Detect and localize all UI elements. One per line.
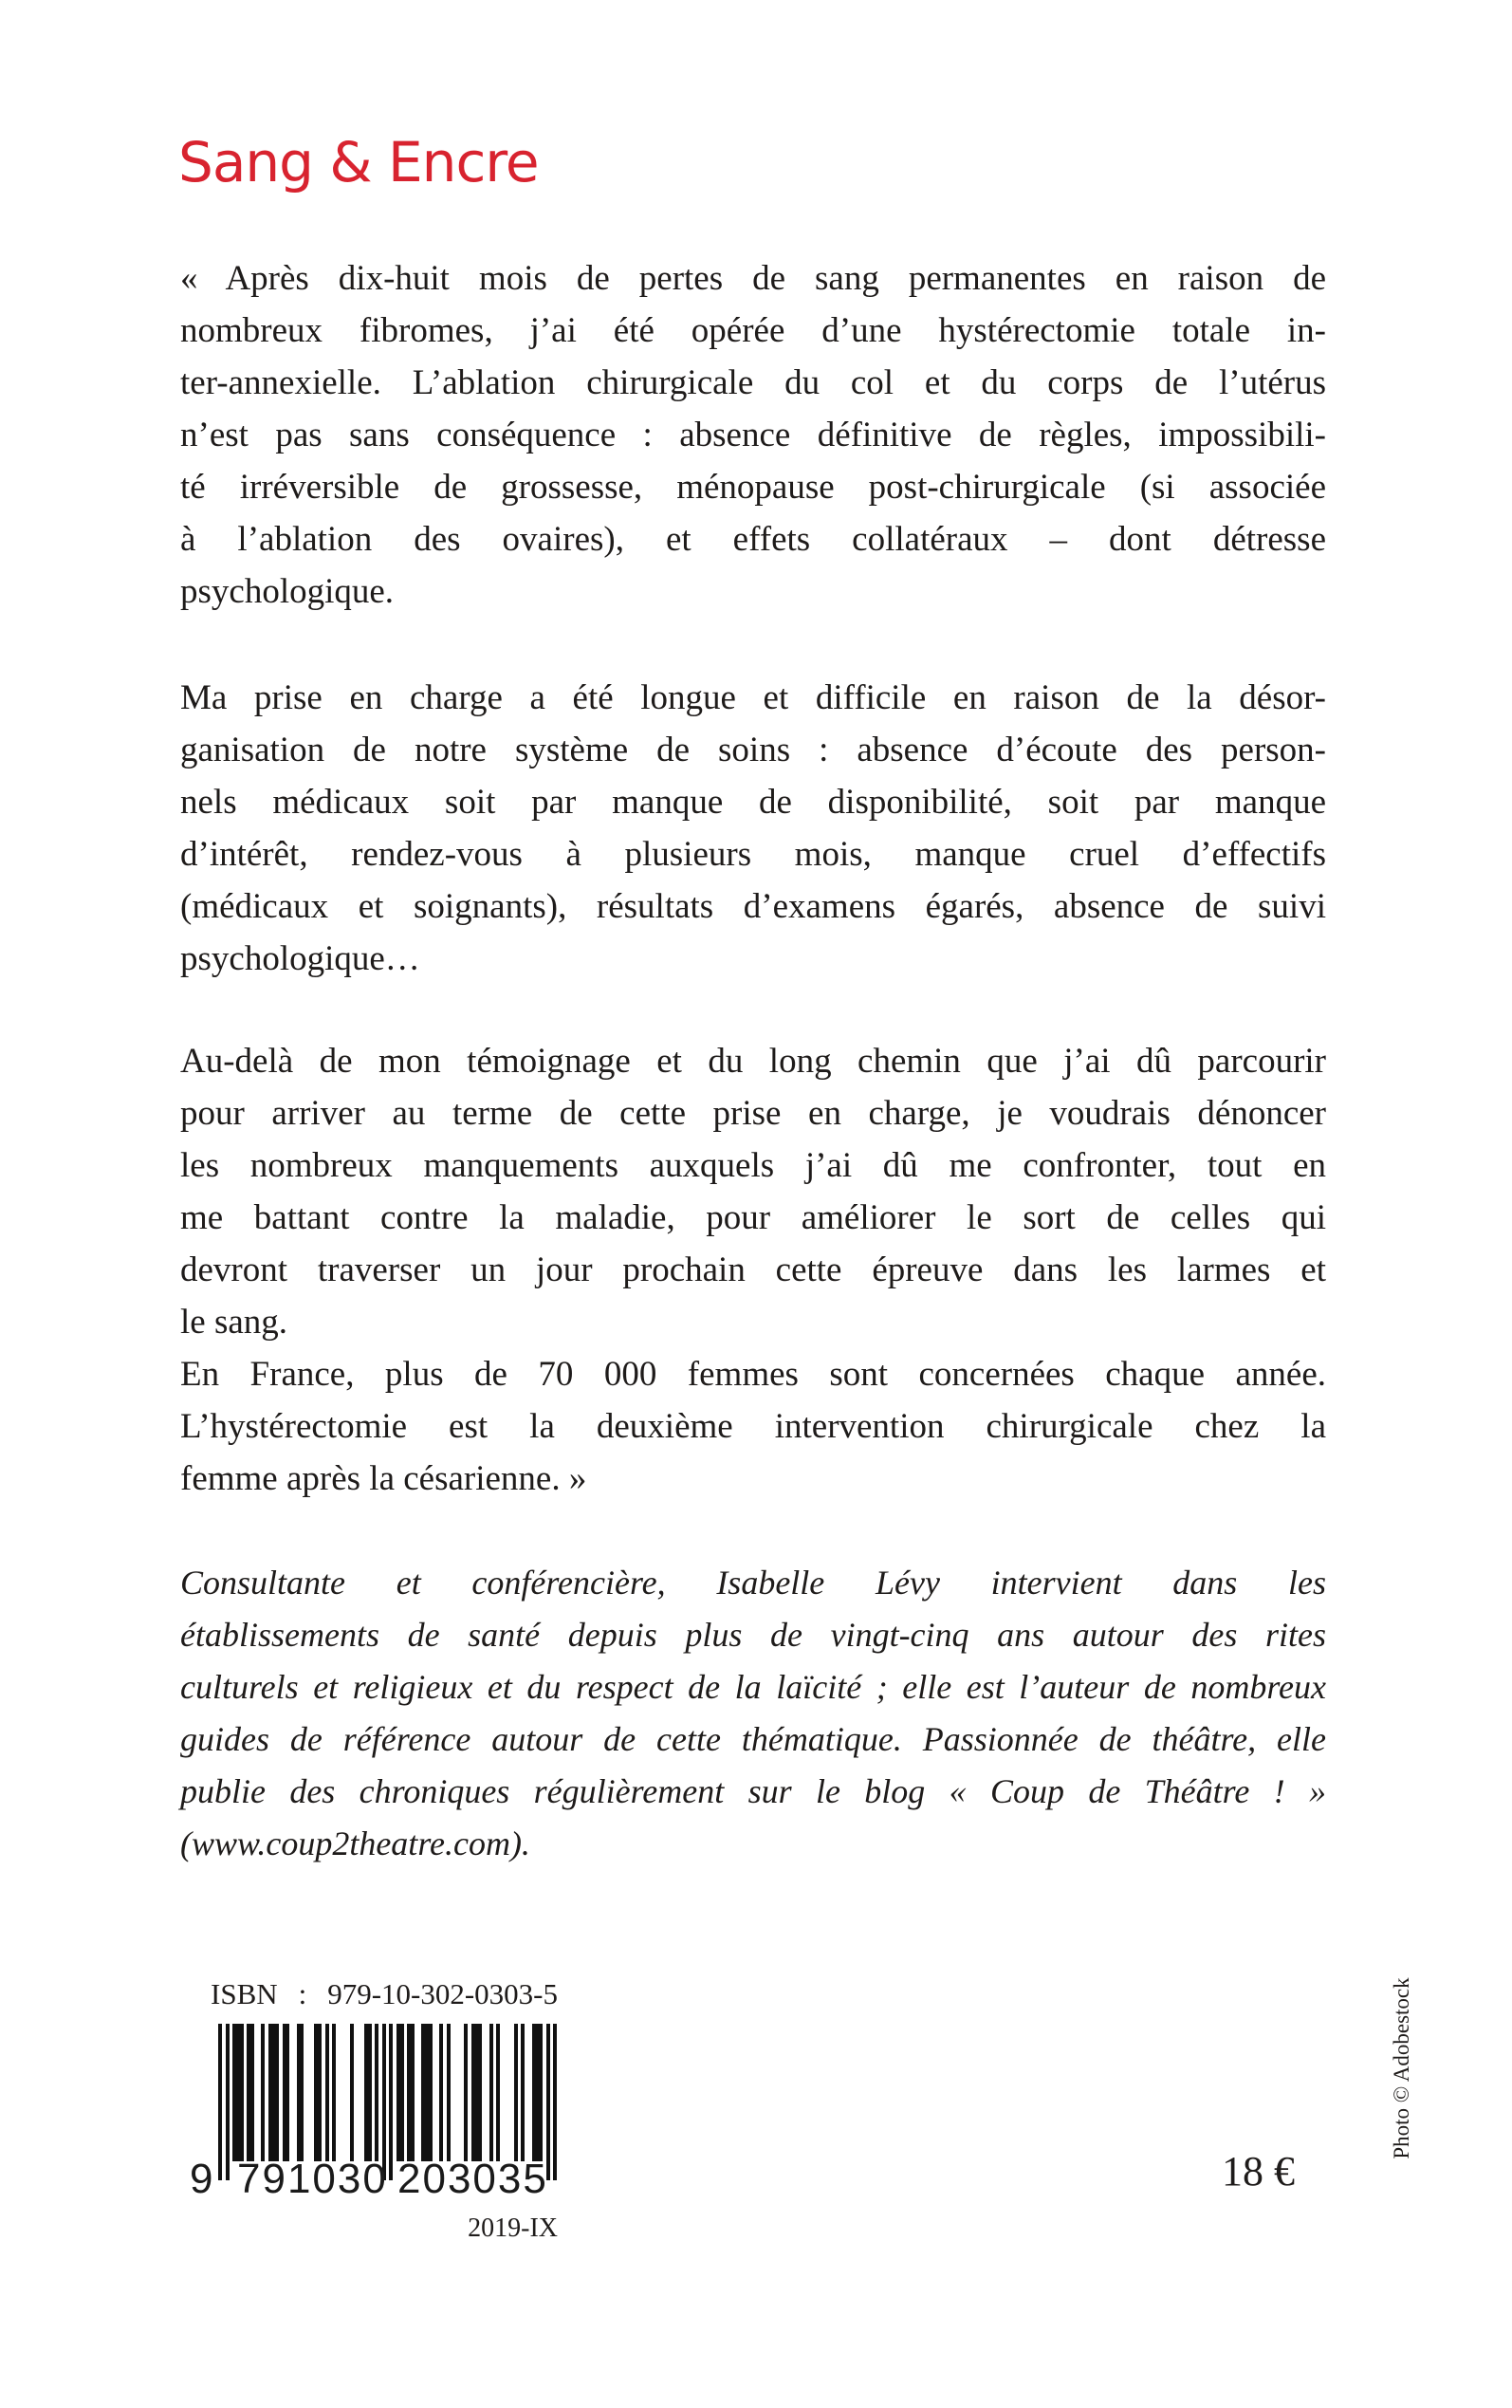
barcode-bar	[318, 2024, 322, 2161]
text-line: établissements de santé depuis plus de vingt-cinq ans autour des rites	[180, 1616, 1326, 1654]
barcode-bar	[300, 2024, 304, 2161]
edition-code: 2019-IX	[468, 2214, 558, 2243]
barcode-bar	[521, 2024, 525, 2161]
text-line: nels médicaux soit par manque de disponibilité, soit par manque	[180, 783, 1326, 822]
barcode-first-digit: 9	[190, 2156, 213, 2202]
barcode-bar	[286, 2024, 289, 2161]
text-line: me battant contre la maladie, pour améliorer le sort de celles qui	[180, 1198, 1326, 1237]
text-line: à l’ablation des ovaires), et effets collatéraux – dont détresse	[180, 520, 1326, 559]
book-series-title: Sang & Encre	[178, 130, 539, 194]
barcode-bar	[400, 2024, 404, 2161]
barcode-bar	[496, 2024, 500, 2161]
barcode-bar	[429, 2024, 433, 2161]
text-line: « Après dix-huit mois de pertes de sang permanentes en raison de	[180, 259, 1326, 298]
text-line: d’intérêt, rendez-vous à plusieurs mois, manque cruel d’effectifs	[180, 835, 1326, 874]
text-line: culturels et religieux et du respect de la laïcité ; elle est l’auteur de nombreux	[180, 1668, 1326, 1706]
barcode-bar	[389, 2024, 393, 2180]
price-label: 18 €	[1222, 2148, 1295, 2195]
barcode-bar	[226, 2024, 230, 2180]
barcode-bar	[478, 2024, 482, 2161]
text-line: té irréversible de grossesse, ménopause post-chirurgicale (si associée	[180, 468, 1326, 507]
text-line: psychologique.	[180, 572, 395, 611]
barcode-bar	[350, 2024, 354, 2161]
text-line: guides de référence autour de cette thématique. Passionnée de théâtre, elle	[180, 1720, 1326, 1758]
text-line: pour arriver au terme de cette prise en charge, je voudrais dénoncer	[180, 1094, 1326, 1133]
text-line: Ma prise en charge a été longue et difficile en raison de la désor-	[180, 678, 1326, 717]
text-line: (médicaux et soignants), résultats d’examens égarés, absence de suivi	[180, 887, 1326, 926]
photo-credit: Photo © Adobestock	[1390, 1977, 1413, 2159]
barcode-bar	[489, 2024, 493, 2161]
barcode-bar	[447, 2024, 451, 2161]
text-line: n’est pas sans conséquence : absence définitive de règles, impossibili-	[180, 416, 1326, 454]
barcode-bar	[539, 2024, 543, 2161]
barcode-bar	[332, 2024, 336, 2161]
barcode-bar	[261, 2024, 265, 2161]
isbn-label: ISBN : 979-10-302-0303-5	[211, 1977, 558, 2010]
text-line: ter-annexielle. L’ablation chirurgicale du col et du corps de l’utérus	[180, 363, 1326, 402]
text-line: nombreux fibromes, j’ai été opérée d’une hystérectomie totale in-	[180, 311, 1326, 350]
barcode-bar	[411, 2024, 415, 2161]
barcode-bar	[464, 2024, 468, 2161]
barcode-left-group: 791030	[237, 2156, 388, 2202]
text-line: psychologique…	[180, 939, 420, 978]
barcode-bar	[325, 2024, 329, 2161]
text-line: devront traverser un jour prochain cette épreuve dans les larmes et	[180, 1250, 1326, 1289]
text-line: Au-delà de mon témoignage et du long chemin que j’ai dû parcourir	[180, 1042, 1326, 1081]
barcode-bar	[439, 2024, 443, 2161]
text-line: ganisation de notre système de soins : absence d’écoute des person-	[180, 731, 1326, 769]
barcode-bar	[514, 2024, 518, 2161]
text-line: En France, plus de 70 000 femmes sont concernées chaque année.	[180, 1355, 1326, 1394]
barcode-right-group: 203035	[397, 2156, 548, 2202]
barcode-bar	[275, 2024, 279, 2161]
text-line: (www.coup2theatre.com).	[180, 1825, 530, 1862]
ean13-barcode	[190, 2024, 569, 2204]
barcode-bar	[368, 2024, 372, 2161]
barcode-bar	[240, 2024, 244, 2161]
text-line: L’hystérectomie est la deuxième intervention chirurgicale chez la	[180, 1407, 1326, 1446]
barcode-bar	[218, 2024, 222, 2180]
barcode-bar	[375, 2024, 378, 2161]
text-line: le sang.	[180, 1303, 288, 1342]
barcode-bar	[250, 2024, 254, 2161]
text-line: Consultante et conférencière, Isabelle Lévy intervient dans les	[180, 1564, 1326, 1602]
text-line: les nombreux manquements auxquels j’ai dû me confronter, tout en	[180, 1146, 1326, 1185]
text-line: femme après la césarienne. »	[180, 1459, 587, 1498]
barcode-bar	[553, 2024, 557, 2180]
text-line: publie des chroniques régulièrement sur le blog « Coup de Théâtre ! »	[180, 1772, 1326, 1810]
